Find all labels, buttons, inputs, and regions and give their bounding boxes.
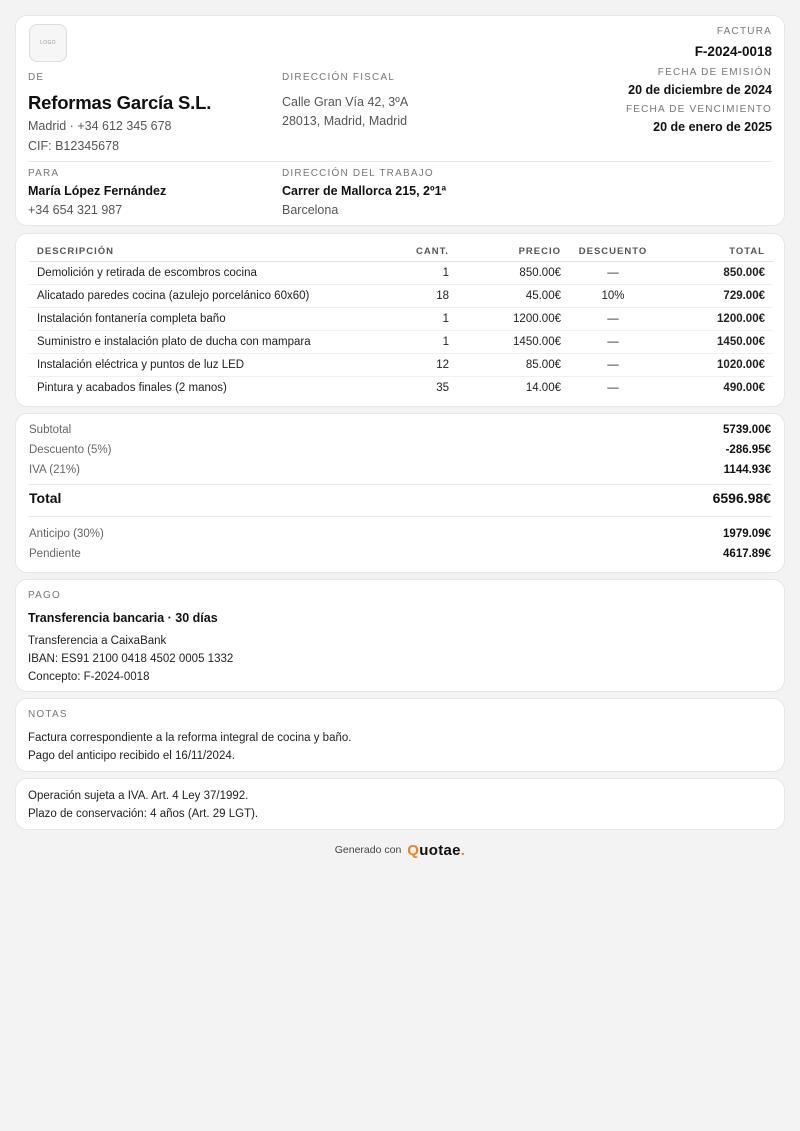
quotae-logo[interactable]: [407, 842, 465, 859]
item-total: 1200.00€: [663, 307, 773, 330]
line-items-table: [29, 243, 773, 399]
item-quantity: 1: [403, 261, 463, 284]
item-price: 1450.00€: [463, 330, 563, 353]
payment-bank: Transferencia a CaixaBank: [28, 635, 167, 647]
work-address-line2: Barcelona: [282, 203, 339, 217]
item-price: 1200.00€: [463, 307, 563, 330]
subtotal-value: 5739.00€: [723, 424, 771, 436]
item-description: Pintura y acabados finales (2 manos): [37, 381, 227, 394]
work-address-line1: Carrer de Mallorca 215, 2º1ª: [282, 184, 447, 198]
payment-card: [15, 579, 785, 692]
table-header-row: [29, 243, 773, 261]
fiscal-address-line2: 28013, Madrid, Madrid: [282, 114, 408, 128]
total-label: Total: [29, 490, 62, 506]
quotae-logo-rest: uotae: [419, 841, 461, 859]
item-price: 85.00€: [463, 353, 563, 376]
item-total: 490.00€: [723, 381, 765, 394]
invoice-header-card: [15, 15, 785, 226]
company-cif: CIF: B12345678: [28, 139, 120, 153]
payment-method: Transferencia bancaria · 30 días: [28, 611, 218, 625]
totals-divider-bottom: [28, 516, 772, 517]
invoice-label: FACTURA: [716, 26, 772, 37]
item-description: Instalación fontanería completa baño: [29, 307, 403, 330]
iva-row: [29, 464, 771, 476]
table-row: [29, 307, 773, 330]
discount-label: Descuento (5%): [29, 444, 112, 456]
company-contact: Madrid · +34 612 345 678: [28, 119, 172, 133]
table-row: [29, 261, 773, 284]
company-logo: LOGO: [29, 24, 67, 62]
item-discount: —: [607, 381, 619, 394]
discount-row: [29, 444, 771, 456]
item-quantity: 1: [403, 307, 463, 330]
item-discount: 10%: [563, 284, 663, 307]
item-quantity: 1: [403, 330, 463, 353]
notes-line1: Factura correspondiente a la reforma integral de cocina y baño.: [28, 732, 352, 744]
issue-date: 20 de diciembre de 2024: [628, 83, 772, 97]
due-date: 20 de enero de 2025: [653, 120, 772, 134]
discount-value: -286.95€: [725, 444, 771, 456]
col-price: PRECIO: [463, 243, 563, 261]
item-description: Suministro e instalación plato de ducha con mampara: [29, 330, 403, 353]
notes-card: [15, 698, 785, 772]
advance-label: Anticipo (30%): [29, 528, 104, 540]
item-description: Instalación eléctrica y puntos de luz LED: [29, 353, 403, 376]
legal-line2: Plazo de conservación: 4 años (Art. 29 LGT).: [28, 808, 259, 820]
item-quantity: 12: [403, 353, 463, 376]
col-discount: DESCUENTO: [563, 243, 663, 261]
invoice-number: F-2024-0018: [694, 44, 772, 59]
pending-label: Pendiente: [29, 548, 81, 560]
client-phone: +34 654 321 987: [28, 203, 123, 217]
item-price: 45.00€: [463, 284, 563, 307]
legal-line1: Operación sujeta a IVA. Art. 4 Ley 37/1992.: [28, 790, 249, 802]
col-quantity: CANT.: [403, 243, 463, 261]
generated-by-footer: [0, 838, 800, 862]
work-address-label: DIRECCIÓN DEL TRABAJO: [282, 168, 434, 179]
col-description: DESCRIPCIÓN: [29, 243, 403, 261]
iva-value: 1144.93€: [723, 464, 771, 476]
item-quantity: 35: [436, 381, 449, 394]
totals-card: [15, 413, 785, 573]
legal-card: [15, 778, 785, 830]
generated-with-text: Generado con: [334, 844, 402, 856]
subtotal-row: [29, 424, 771, 436]
total-value: 6596.98€: [712, 490, 771, 506]
item-price: 14.00€: [525, 381, 561, 394]
item-total: 850.00€: [663, 261, 773, 284]
item-discount: —: [563, 330, 663, 353]
item-price: 850.00€: [463, 261, 563, 284]
notes-label: NOTAS: [28, 709, 68, 720]
client-name: María López Fernández: [28, 184, 167, 198]
totals-divider-top: [28, 484, 772, 485]
header-divider: [28, 161, 772, 162]
table-row: [29, 330, 773, 353]
item-discount: —: [563, 353, 663, 376]
to-label: PARA: [28, 168, 60, 179]
item-total: 729.00€: [663, 284, 773, 307]
advance-row: [29, 528, 771, 540]
total-row: [29, 490, 771, 506]
company-name: Reformas García S.L.: [28, 92, 212, 113]
table-row: [29, 284, 773, 307]
quotae-logo-dot: .: [460, 841, 466, 859]
fiscal-address-line1: Calle Gran Vía 42, 3ºA: [282, 95, 409, 109]
item-description: Demolición y retirada de escombros cocina: [29, 261, 403, 284]
from-label: DE: [28, 72, 45, 83]
col-total: TOTAL: [663, 243, 773, 261]
notes-line2: Pago del anticipo recibido el 16/11/2024.: [28, 750, 235, 762]
pending-value: 4617.89€: [723, 548, 771, 560]
table-row: [29, 353, 773, 376]
payment-concept: Concepto: F-2024-0018: [28, 671, 150, 683]
item-discount: —: [563, 307, 663, 330]
fiscal-address-label: DIRECCIÓN FISCAL: [282, 72, 396, 83]
due-date-label: FECHA DE VENCIMIENTO: [625, 104, 772, 115]
payment-iban: IBAN: ES91 2100 0418 4502 0005 1332: [28, 653, 234, 665]
payment-label: PAGO: [28, 590, 61, 601]
table-row: [29, 376, 773, 399]
issue-date-label: FECHA DE EMISIÓN: [657, 67, 772, 78]
item-description: Alicatado paredes cocina (azulejo porcelánico 60x60): [29, 284, 403, 307]
item-total: 1450.00€: [663, 330, 773, 353]
pending-row: [29, 548, 771, 560]
item-quantity: 18: [403, 284, 463, 307]
line-items-card: [15, 233, 785, 407]
item-discount: —: [563, 261, 663, 284]
item-total: 1020.00€: [663, 353, 773, 376]
iva-label: IVA (21%): [29, 464, 80, 476]
subtotal-label: Subtotal: [29, 424, 72, 436]
advance-value: 1979.09€: [723, 528, 771, 540]
quotae-logo-q: Q: [407, 841, 420, 859]
